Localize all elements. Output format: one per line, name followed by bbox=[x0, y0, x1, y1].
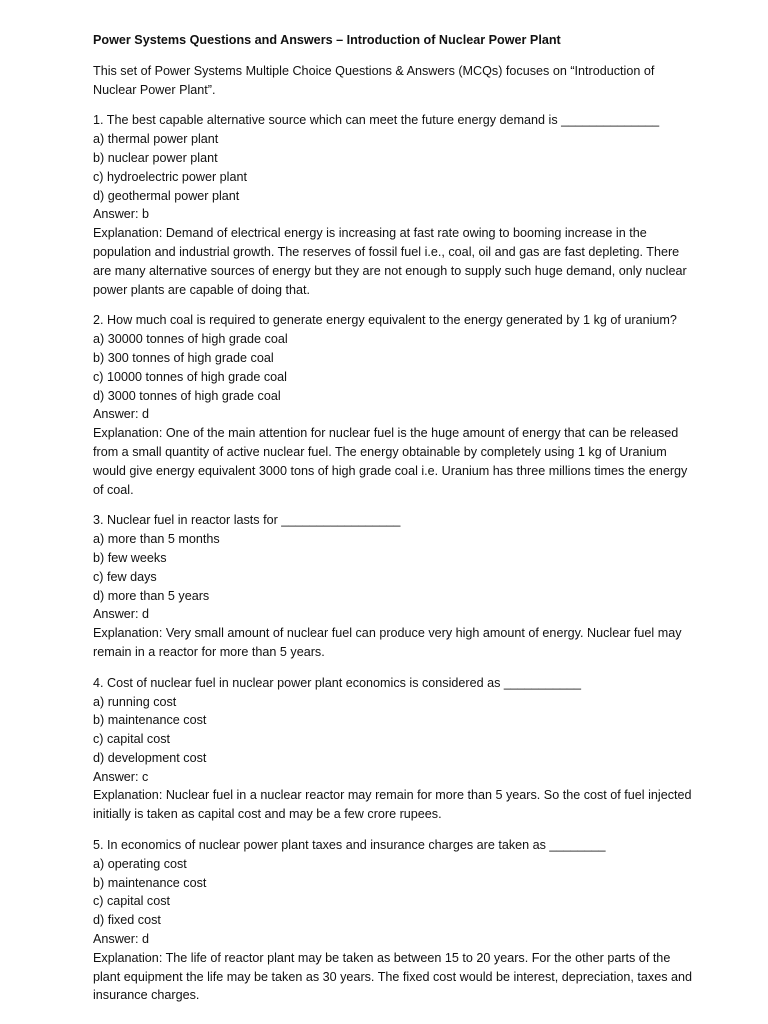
option-c: c) few days bbox=[93, 569, 157, 584]
explanation-text: Explanation: Nuclear fuel in a nuclear reactor may remain for more than 5 years. So the cost of fuel injected initially is taken as capital cost and may be a few crore rupees. bbox=[93, 788, 692, 822]
option-b: b) maintenance cost bbox=[93, 713, 207, 728]
question-5 bbox=[93, 836, 693, 1005]
option-b: b) few weeks bbox=[93, 550, 167, 565]
option-a: a) 30000 tonnes of high grade coal bbox=[93, 332, 288, 347]
option-b: b) maintenance cost bbox=[93, 875, 207, 890]
explanation-text: Explanation: Very small amount of nuclear fuel can produce very high amount of energy. Nuclear fuel may remain in a reactor for more than 5 years. bbox=[93, 626, 682, 659]
answer-text: Answer: d bbox=[93, 932, 149, 947]
question-text: 2. How much coal is required to generate energy equivalent to the energy generated by 1 kg of uranium? bbox=[93, 313, 677, 328]
option-d: d) fixed cost bbox=[93, 913, 161, 928]
question-text: 1. The best capable alternative source which can meet the future energy demand is ______________ bbox=[93, 113, 660, 128]
answer-text: Answer: d bbox=[93, 607, 149, 622]
option-c: c) capital cost bbox=[93, 894, 170, 909]
option-b: b) 300 tonnes of high grade coal bbox=[93, 350, 274, 365]
explanation-text: Explanation: One of the main attention for nuclear fuel is the huge amount of energy that can be released from a small quantity of active nuclear fuel. The energy obtainable by completely using 1 kg of Uranium would give energy equivalent 3000 tons of high grade coal i.e. Uranium has three millions times the energy of coal. bbox=[93, 426, 688, 497]
document-content bbox=[93, 31, 693, 1017]
question-2 bbox=[93, 311, 693, 499]
option-b: b) nuclear power plant bbox=[93, 150, 218, 165]
question-text: 4. Cost of nuclear fuel in nuclear power plant economics is considered as ___________ bbox=[93, 675, 581, 690]
option-c: c) capital cost bbox=[93, 732, 170, 747]
answer-text: Answer: b bbox=[93, 207, 149, 222]
explanation-text: Explanation: Demand of electrical energy is increasing at fast rate owing to booming increase in the population and industrial growth. The reserves of fossil fuel i.e., coal, oil and gas are fast depleting. There are many alternative sources of energy but they are not enough to supply such huge demand, only nuclear power plants are capable of doing that. bbox=[93, 226, 687, 297]
option-d: d) geothermal power plant bbox=[93, 188, 240, 203]
option-a: a) operating cost bbox=[93, 856, 187, 871]
page-title: Power Systems Questions and Answers – Introduction of Nuclear Power Plant bbox=[93, 33, 561, 47]
option-d: d) more than 5 years bbox=[93, 588, 210, 603]
option-c: c) hydroelectric power plant bbox=[93, 169, 247, 184]
option-a: a) thermal power plant bbox=[93, 132, 219, 147]
question-text: 5. In economics of nuclear power plant taxes and insurance charges are taken as ________ bbox=[93, 838, 606, 853]
answer-text: Answer: d bbox=[93, 407, 149, 422]
answer-text: Answer: c bbox=[93, 769, 149, 784]
option-d: d) development cost bbox=[93, 750, 207, 765]
question-3 bbox=[93, 511, 693, 661]
intro-paragraph: This set of Power Systems Multiple Choice Questions & Answers (MCQs) focuses on “Introduction of Nuclear Power Plant”. bbox=[93, 63, 655, 97]
question-4 bbox=[93, 674, 693, 824]
option-a: a) more than 5 months bbox=[93, 532, 220, 547]
option-a: a) running cost bbox=[93, 694, 177, 709]
option-d: d) 3000 tonnes of high grade coal bbox=[93, 388, 281, 403]
question-1 bbox=[93, 111, 693, 299]
option-c: c) 10000 tonnes of high grade coal bbox=[93, 369, 287, 384]
explanation-text: Explanation: The life of reactor plant may be taken as between 15 to 20 years. For the other parts of the plant equipment the life may be taken as 30 years. The fixed cost would be interest, depreciation, taxes and insurance charges. bbox=[93, 950, 693, 1003]
question-text: 3. Nuclear fuel in reactor lasts for _________________ bbox=[93, 513, 401, 528]
